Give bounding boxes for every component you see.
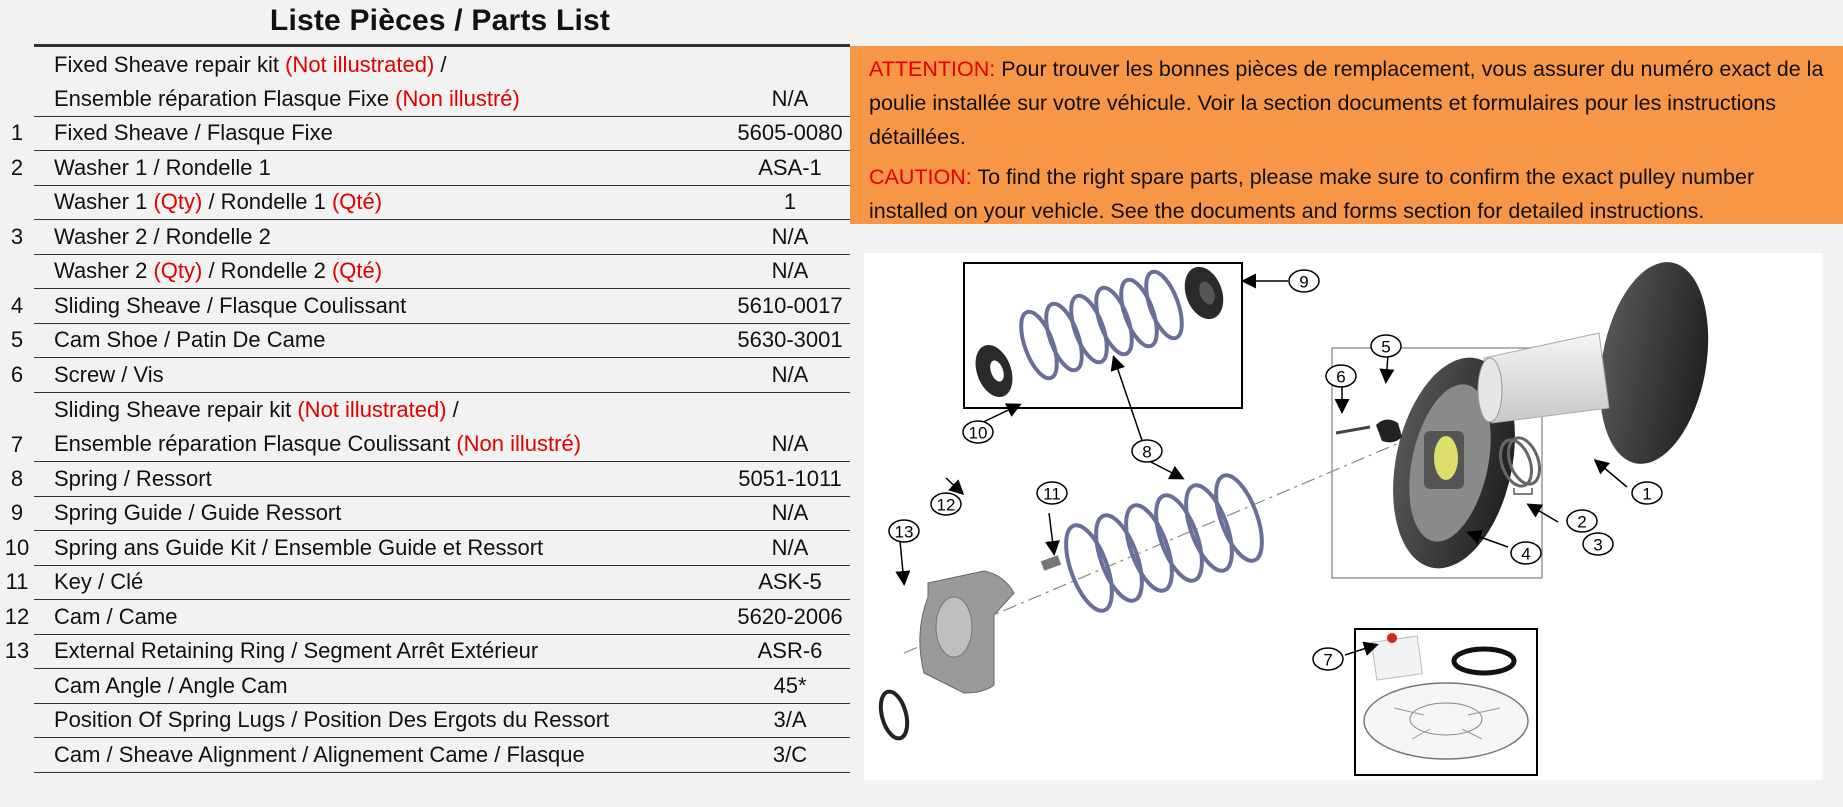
table-row [0,703,850,738]
row-description: Washer 1 (Qty) / Rondelle 1 (Qté) [34,185,730,220]
callout-label: 10 [968,423,988,443]
callout-label: 3 [1593,535,1603,555]
table-row [0,428,850,462]
notice-en-label: CAUTION: [869,165,972,189]
row-value: N/A [730,496,850,531]
callout-label: 11 [1043,484,1061,504]
table-row [0,47,850,82]
row-description: Spring ans Guide Kit / Ensemble Guide et Ressort [34,531,730,566]
row-value: ASR-6 [730,634,850,669]
table-row [0,738,850,773]
row-description: Washer 1 / Rondelle 1 [34,151,730,186]
row-value: ASK-5 [730,565,850,600]
row-number [0,703,34,738]
row-number: 12 [4,603,30,629]
row-description-line2: Ensemble réparation Flasque Coulissant (Non illustré) [34,428,730,462]
table-row [0,185,850,220]
callout-label: 7 [1323,650,1333,670]
table-row [0,496,850,531]
row-description: Washer 2 / Rondelle 2 [34,220,730,255]
row-number: 5 [10,327,24,353]
row-description-line1: Fixed Sheave repair kit (Not illustrated) / [54,51,447,77]
row-description: Fixed Sheave / Flasque Fixe [34,116,730,151]
callout-label: 5 [1381,337,1391,357]
table-row [0,565,850,600]
row-number: 8 [10,465,24,491]
exploded-parts-diagram [864,253,1823,780]
row-number [0,47,34,116]
row-value: 5620-2006 [730,600,850,635]
row-number: 10 [4,534,30,560]
row-number: 3 [10,223,24,249]
row-number [0,254,34,289]
callout-label: 8 [1142,442,1152,462]
key [1041,555,1061,571]
callout-label: 6 [1336,367,1346,387]
callout-label: 4 [1521,544,1531,564]
row-description: External Retaining Ring / Segment Arrêt Extérieur [34,634,730,669]
notice-english: CAUTION: To find the right spare parts, please make sure to confirm the exact pulley number installed on your vehicle. See the documents and forms section for detailed instructions. [869,165,1755,223]
row-number: 2 [10,154,24,180]
table-row [0,531,850,566]
row-description: Cam / Came [34,600,730,635]
row-value: N/A [730,428,850,462]
callout-label: 2 [1577,512,1587,532]
row-description-line2: Ensemble réparation Flasque Fixe (Non illustré) [34,82,730,116]
callout-label: 12 [936,495,956,515]
table-row [0,669,850,704]
callout-label: 1 [1642,484,1652,504]
warning-notice [850,46,1843,224]
row-value: 5630-3001 [730,323,850,358]
row-description: Key / Clé [34,565,730,600]
table-row [0,151,850,186]
row-value: 3/C [730,738,850,773]
notice-fr-label: ATTENTION: [869,57,996,81]
table-row [0,323,850,358]
row-value: N/A [730,254,850,289]
row-value: 5051-1011 [730,462,850,497]
callout-label: 13 [894,522,914,542]
callout-label: 9 [1299,272,1309,292]
table-row [0,600,850,635]
retaining-ring [876,689,912,742]
row-number [0,669,34,704]
row-value: 1 [730,185,850,220]
table-row [0,634,850,669]
row-number: 13 [4,638,30,664]
row-description: Cam Shoe / Patin De Came [34,323,730,358]
row-description: Washer 2 (Qty) / Rondelle 2 (Qté) [34,254,730,289]
table-row [0,358,850,393]
table-row [0,392,850,428]
row-description: Sliding Sheave / Flasque Coulissant [34,289,730,324]
row-number: 4 [10,292,24,318]
row-description-line1: Sliding Sheave repair kit (Not illustrated) / [54,397,459,422]
cam [920,571,1014,693]
row-number: 9 [10,500,24,526]
row-description: Cam / Sheave Alignment / Alignement Came / Flasque [34,738,730,773]
row-number: 7 [10,431,24,457]
table-row [0,116,850,151]
row-value: 45* [730,669,850,704]
row-description: Screw / Vis [34,358,730,393]
table-row [0,220,850,255]
table-row [0,462,850,497]
row-number [0,185,34,220]
notice-french: ATTENTION: Pour trouver les bonnes pièces de remplacement, vous assurer du numéro exact de la poulie installée sur votre véhicule. Voir la section documents et formulaires pour les instructions détaillées. [869,57,1824,149]
row-number: 6 [10,361,24,387]
row-description: Spring / Ressort [34,462,730,497]
table-row [0,289,850,324]
table-row [0,254,850,289]
row-number: 11 [5,569,29,595]
row-value: N/A [730,82,850,116]
screw [1336,427,1370,433]
row-value: 5610-0017 [730,289,850,324]
row-description: Cam Angle / Angle Cam [34,669,730,704]
row-value: ASA-1 [730,151,850,186]
parts-table [0,47,850,773]
row-value: N/A [730,220,850,255]
row-description: Position Of Spring Lugs / Position Des Ergots du Ressort [34,703,730,738]
row-number: 1 [10,120,24,146]
row-value: N/A [730,358,850,393]
row-number [0,738,34,773]
row-value: N/A [730,531,850,566]
table-row [0,82,850,116]
cam-shoe [1376,419,1402,442]
row-value: 3/A [730,703,850,738]
row-value: 5605-0080 [730,116,850,151]
row-description: Spring Guide / Guide Ressort [34,496,730,531]
page-title: Liste Pièces / Parts List [269,4,611,37]
